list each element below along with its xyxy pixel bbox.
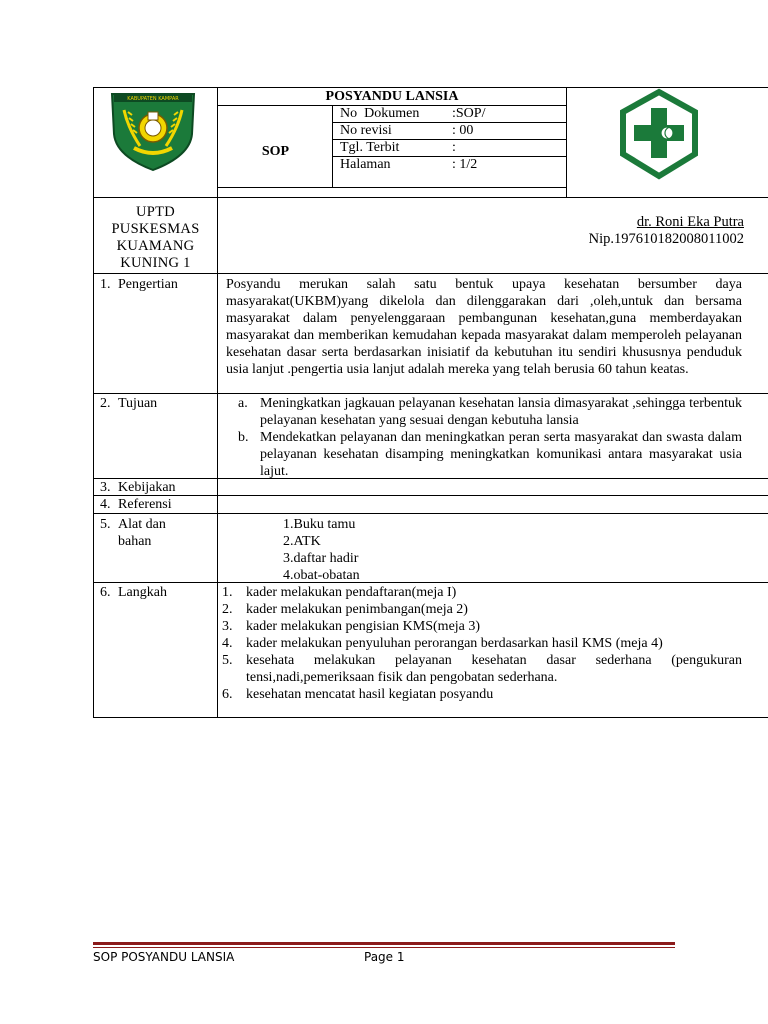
section-number: 2. <box>100 396 111 411</box>
list-text: Mendekatkan pelayanan dan meningkatkan peran serta masyarakat dan swasta dalam pelayanan kesehatan disamping meningkatkan komunikasi antara masyarakat usia lajut. <box>260 430 742 479</box>
section-number: 3. <box>100 480 111 495</box>
section-label-langkah <box>100 584 167 601</box>
meta-value: :SOP/ <box>452 106 486 121</box>
list-item <box>222 686 742 703</box>
section-label-kebijakan <box>100 479 176 496</box>
institution-name <box>94 204 217 272</box>
header-rule <box>217 187 567 188</box>
section-number: 1. <box>100 277 111 292</box>
list-item <box>222 601 742 618</box>
table-column-divider <box>217 198 218 718</box>
meta-key: Tgl. Terbit <box>340 140 400 155</box>
section-title: Referensi <box>118 497 172 512</box>
section-title: Tujuan <box>118 396 158 411</box>
list-text: kader melakukan penyuluhan perorangan berdasarkan hasil KMS (meja 4) <box>246 636 663 651</box>
table-row-rule <box>93 273 768 274</box>
meta-value: : 1/2 <box>452 157 478 172</box>
meta-row-revision <box>340 122 473 139</box>
list-item <box>222 584 742 601</box>
puskesmas-logo <box>617 88 701 180</box>
list-text: kader melakukan pengisian KMS(meja 3) <box>246 619 481 634</box>
table-row-rule <box>93 513 768 514</box>
section-number: 4. <box>100 497 111 512</box>
list-text: kader melakukan pendaftaran(meja I) <box>246 585 457 600</box>
institution-line: KUNING 1 <box>120 255 191 271</box>
section-label-tujuan <box>100 395 157 412</box>
sop-label: SOP <box>261 144 290 159</box>
emblem-banner-text: KABUPATEN KAMPAR <box>127 96 179 102</box>
list-item: 1.Buku tamu <box>283 517 356 532</box>
institution-line: PUSKESMAS <box>111 221 200 237</box>
meta-value: : 00 <box>452 123 474 138</box>
table-row-rule <box>93 582 768 583</box>
institution-line: KUAMANG <box>116 238 195 254</box>
meta-row-doc-number <box>340 105 485 122</box>
langkah-list <box>222 584 742 703</box>
section-label-alat <box>100 516 166 550</box>
list-item: 4.obat-obatan <box>283 568 360 583</box>
section-title: Kebijakan <box>118 480 176 495</box>
footer-rule <box>93 947 675 948</box>
header-divider <box>566 87 567 198</box>
list-marker: 2. <box>222 602 233 617</box>
list-item <box>222 635 742 652</box>
list-item <box>238 395 742 429</box>
footer-page-number: Page 1 <box>364 950 405 964</box>
footer-document-name: SOP POSYANDU LANSIA <box>93 950 235 964</box>
footer-rule <box>93 942 675 945</box>
list-marker: 5. <box>222 653 233 668</box>
table-row-rule <box>93 717 768 718</box>
section-title: Pengertian <box>118 277 178 292</box>
list-item: 3.daftar hadir <box>283 551 359 566</box>
meta-row-page <box>340 156 477 173</box>
section-number: 6. <box>100 585 111 600</box>
signatory-block <box>566 214 744 248</box>
tujuan-list <box>238 395 742 480</box>
section-label-pengertian <box>100 276 178 293</box>
list-item: 2.ATK <box>283 534 321 549</box>
meta-key: No revisi <box>340 123 392 138</box>
list-marker: 1. <box>222 585 233 600</box>
meta-row-issue-date <box>340 139 456 156</box>
list-text: kader melakukan penimbangan(meja 2) <box>246 602 468 617</box>
table-border <box>93 198 94 718</box>
section-title-cont: bahan <box>118 534 152 549</box>
list-text: kesehatan mencatat hasil kegiatan posyandu <box>246 687 494 702</box>
meta-key: No Dokumen <box>340 106 420 121</box>
section-title: Langkah <box>118 585 167 600</box>
section-label-referensi <box>100 496 172 513</box>
alat-list <box>283 516 360 584</box>
section-title: Alat dan <box>118 517 166 532</box>
list-marker: 6. <box>222 687 233 702</box>
pengertian-text: Posyandu merukan salah satu bentuk upaya kesehatan bersumber daya masyarakat(UKBM)yang dikelola dan dilenggarakan dari ,oleh,untuk dan bersama masyarakat dalam penyelenggaraan pembangunan kesehatan,guna memberdayakan masyarakat dan memberikan kemudahan kepada masyarakat dalam memperoleh pelayanan kesehatan dasar serta berdasarkan inisiatif da kebutuhan itu sendiri khususnya penduduk usia lanjut .pengertia usia lanjut adalah mereka yang telah berusia 60 tahun keatas. <box>226 277 742 377</box>
institution-line: UPTD <box>135 204 176 220</box>
meta-value: : <box>452 140 456 155</box>
list-item <box>222 652 742 686</box>
list-marker: 4. <box>222 636 233 651</box>
regency-emblem-logo <box>104 88 202 172</box>
table-row-rule <box>93 393 768 394</box>
list-marker: a. <box>238 396 248 411</box>
list-item <box>222 618 742 635</box>
table-row-rule <box>93 495 768 496</box>
list-text: kesehata melakukan pelayanan kesehatan dasar sederhana (pengukuran tensi,nadi,pemeriksaan fisik dan pengobatan sederhana. <box>246 653 742 685</box>
list-item <box>238 429 742 480</box>
section-number: 5. <box>100 517 111 532</box>
document-title: POSYANDU LANSIA <box>325 89 459 104</box>
signatory-name: dr. Roni Eka Putra <box>636 214 744 230</box>
signatory-nip: Nip.197610182008011002 <box>588 231 744 247</box>
list-marker: 3. <box>222 619 233 634</box>
list-marker: b. <box>238 430 249 445</box>
list-text: Meningkatkan jagkauan pelayanan kesehatan lansia dimasyarakat ,sehingga terbentuk pelayanan kesehatan yang sesuai dengan kebutuha lansia <box>260 396 742 428</box>
meta-key: Halaman <box>340 157 391 172</box>
